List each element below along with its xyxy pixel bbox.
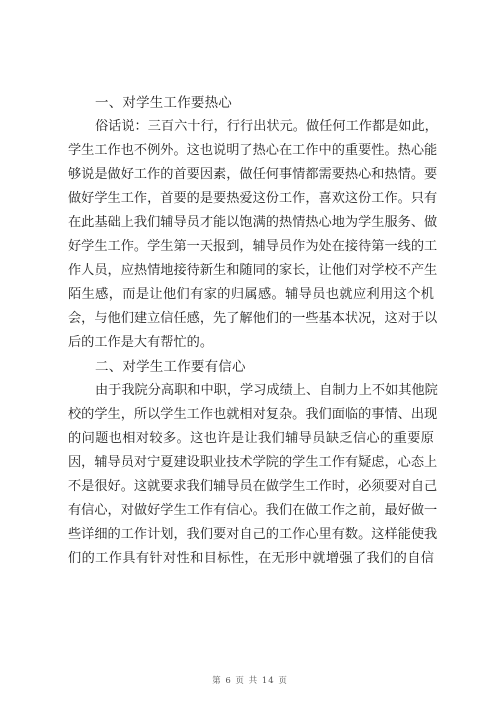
paragraph-line: 不是很好。这就要求我们辅导员在做学生工作时，必须要对自己 [68,479,438,494]
section-heading: 一、对学生工作要热心 [95,95,232,111]
paragraph-line: 的问题也相对较多。这也许是让我们辅导员缺乏信心的重要原 [68,431,434,446]
document-body [68,91,438,571]
paragraph-line: 学生工作也不例外。这也说明了热心在工作中的重要性。热心能 [68,143,438,158]
paragraph-line: 在此基础上我们辅导员才能以饱满的热情热心地为学生服务、做 [68,215,438,230]
section-2 [68,355,438,571]
section-1 [68,91,438,355]
paragraph-line: 作人员，应热情地接待新生和随同的家长，让他们对学校不产生 [68,263,438,278]
paragraph-line: 做好学生工作，首要的是要热爱这份工作，喜欢这份工作。只有 [68,191,438,206]
paragraph-line: 些详细的工作计划，我们要对自己的工作心里有数。这样能使我 [68,527,438,542]
paragraph-line: 陌生感，而是让他们有家的归属感。辅导员也就应利用这个机 [68,287,434,302]
paragraph-line: 校的学生，所以学生工作也就相对复杂。我们面临的事情、出现 [68,407,438,422]
section-heading: 二、对学生工作要有信心 [95,359,246,375]
page-number-footer: 第 6 页 共 14 页 [212,676,288,686]
paragraph-line: 够说是做好工作的首要因素，做任何事情都需要热心和热情。要 [68,167,438,182]
paragraph-line: 好学生工作。学生第一天报到，辅导员作为处在接待第一线的工 [68,239,438,254]
paragraph-line: 由于我院分高职和中职，学习成绩上、自制力上不如其他院 [95,383,438,398]
paragraph-line: 后的工作是大有帮忙的。 [68,335,214,350]
paragraph-line: 因，辅导员对宁夏建设职业技术学院的学生工作有疑虑，心态上 [68,455,438,470]
paragraph-line: 俗话说：三百六十行，行行出状元。做任何工作都是如此， [95,119,438,134]
paragraph-line: 们的工作具有针对性和目标性，在无形中就增强了我们的自信 [68,551,434,566]
paragraph-line: 会，与他们建立信任感，先了解他们的一些基本状况，这对于以 [68,311,438,326]
paragraph-line: 有信心，对做好学生工作有信心。我们在做工作之前，最好做一 [68,503,438,518]
